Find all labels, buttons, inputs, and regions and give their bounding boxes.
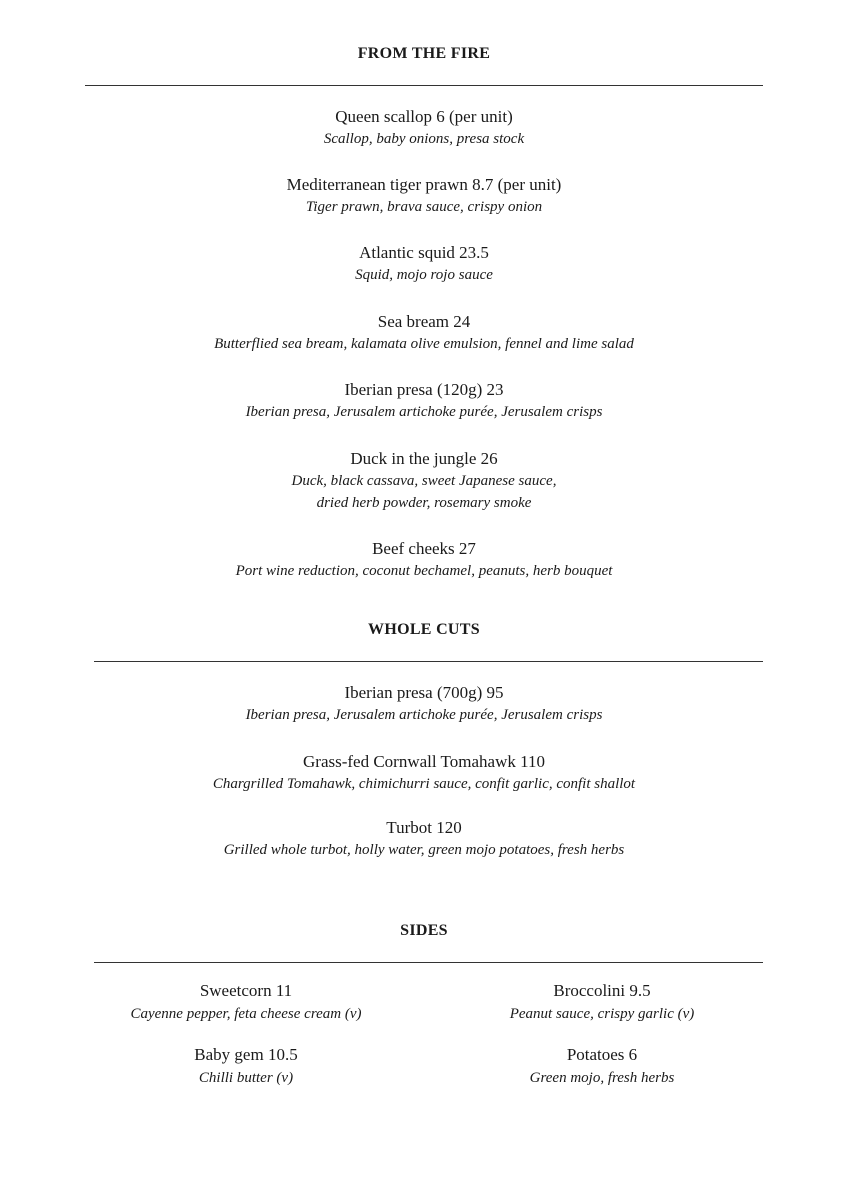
- item-description: Port wine reduction, coconut bechamel, peanuts, herb bouquet: [235, 563, 613, 579]
- item-description: Chargrilled Tomahawk, chimichurri sauce, confit garlic, confit shallot: [212, 776, 636, 792]
- menu-item-sea-bream: [0, 311, 848, 355]
- item-description-line-2: dried herb powder, rosemary smoke: [316, 495, 532, 511]
- item-name: Sweetcorn 11: [199, 981, 293, 1000]
- menu-item-tiger-prawn: [0, 174, 848, 218]
- item-name: Sea bream 24: [377, 312, 471, 331]
- section-title-whole-cuts: WHOLE CUTS: [368, 621, 480, 638]
- item-description: Chilli butter (v): [198, 1070, 294, 1086]
- item-name: Beef cheeks 27: [372, 539, 476, 558]
- menu-item-turbot: [0, 817, 848, 861]
- item-description: Iberian presa, Jerusalem artichoke purée, Jerusalem crisps: [245, 404, 603, 420]
- menu-item-queen-scallop: [0, 106, 848, 150]
- section-divider: [94, 661, 763, 662]
- menu-item-tomahawk: [0, 751, 848, 795]
- item-description: Iberian presa, Jerusalem artichoke purée, Jerusalem crisps: [245, 707, 603, 723]
- item-description: Tiger prawn, brava sauce, crispy onion: [305, 199, 543, 215]
- item-description: Scallop, baby onions, presa stock: [323, 131, 525, 147]
- side-item-baby-gem: [96, 1044, 396, 1090]
- menu-item-atlantic-squid: [0, 242, 848, 286]
- side-item-sweetcorn: [96, 980, 396, 1026]
- item-name: Queen scallop 6 (per unit): [335, 107, 513, 126]
- section-divider: [94, 962, 763, 963]
- section-title-from-the-fire: FROM THE FIRE: [357, 45, 491, 62]
- item-name: Atlantic squid 23.5: [359, 243, 489, 262]
- item-name: Iberian presa (700g) 95: [344, 683, 504, 702]
- section-divider: [85, 85, 763, 86]
- item-name: Mediterranean tiger prawn 8.7 (per unit): [286, 175, 562, 194]
- item-description: Squid, mojo rojo sauce: [355, 267, 493, 283]
- menu-item-iberian-presa-120g: [0, 379, 848, 423]
- item-description: Peanut sauce, crispy garlic (v): [509, 1006, 695, 1022]
- item-name: Turbot 120: [386, 818, 462, 837]
- item-name: Duck in the jungle 26: [350, 449, 498, 468]
- menu-item-iberian-presa-700g: [0, 682, 848, 726]
- item-name: Iberian presa (120g) 23: [344, 380, 504, 399]
- menu-item-beef-cheeks: [0, 538, 848, 582]
- item-description-line-1: Duck, black cassava, sweet Japanese sauce,: [291, 473, 557, 489]
- item-description: Cayenne pepper, feta cheese cream (v): [130, 1006, 362, 1022]
- item-name: Potatoes 6: [566, 1045, 638, 1064]
- side-item-potatoes: [452, 1044, 752, 1090]
- item-description: Green mojo, fresh herbs: [529, 1070, 675, 1086]
- item-description: Butterflied sea bream, kalamata olive emulsion, fennel and lime salad: [214, 336, 634, 352]
- item-description: Grilled whole turbot, holly water, green mojo potatoes, fresh herbs: [223, 842, 625, 858]
- side-item-broccolini: [452, 980, 752, 1026]
- menu-item-duck-in-the-jungle: [0, 448, 848, 514]
- item-name: Baby gem 10.5: [194, 1045, 298, 1064]
- section-title-sides: SIDES: [400, 922, 448, 939]
- item-name: Broccolini 9.5: [553, 981, 651, 1000]
- item-name: Grass-fed Cornwall Tomahawk 110: [303, 752, 545, 771]
